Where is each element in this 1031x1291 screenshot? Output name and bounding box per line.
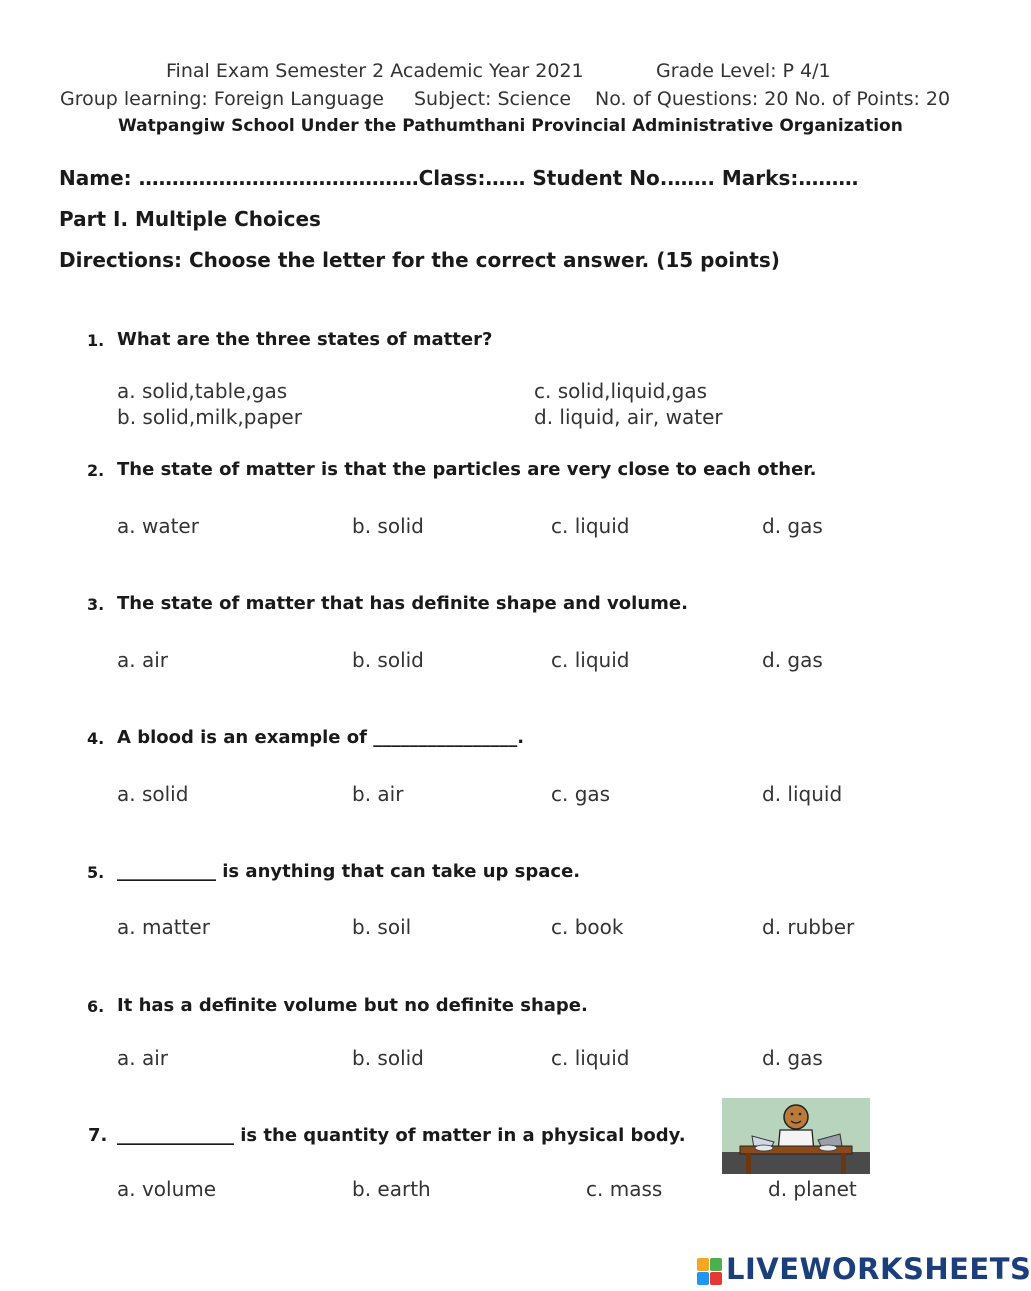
question-number: 3. <box>87 595 105 614</box>
option-c[interactable]: c. liquid <box>551 1046 630 1070</box>
option-b[interactable]: b. earth <box>352 1177 431 1201</box>
option-a[interactable]: a. air <box>117 648 169 672</box>
question-text: _____________ is the quantity of matter in a physical body. <box>117 1125 686 1146</box>
option-d[interactable]: d. liquid, air, water <box>534 405 723 429</box>
option-a[interactable]: a. solid,table,gas <box>117 379 288 403</box>
question-text: A blood is an example of ________________. <box>117 727 525 748</box>
question-text: ___________ is anything that can take up space. <box>117 861 581 882</box>
option-a[interactable]: a. solid <box>117 782 189 806</box>
question-number: 5. <box>87 863 105 882</box>
question-text: It has a definite volume but no definite shape. <box>117 995 588 1016</box>
student-info-line: Name: ……………………………………Class:…… Student No.……. Marks:……… <box>59 166 859 190</box>
option-b[interactable]: b. soil <box>352 915 412 939</box>
grade-level: Grade Level: P 4/1 <box>656 60 831 82</box>
question-number: 4. <box>87 729 105 748</box>
option-b[interactable]: b. solid <box>352 514 424 538</box>
option-a[interactable]: a. matter <box>117 915 210 939</box>
option-a[interactable]: a. water <box>117 514 199 538</box>
option-b[interactable]: b. air <box>352 782 404 806</box>
question-points-info: No. of Questions: 20 No. of Points: 20 <box>595 88 951 110</box>
school-name: Watpangiw School Under the Pathumthani Provincial Administrative Organization <box>118 116 903 136</box>
option-d[interactable]: d. rubber <box>762 915 855 939</box>
option-b[interactable]: b. solid <box>352 648 424 672</box>
option-a[interactable]: a. volume <box>117 1177 217 1201</box>
option-c[interactable]: c. solid,liquid,gas <box>534 379 707 403</box>
option-c[interactable]: c. gas <box>551 782 611 806</box>
option-b[interactable]: b. solid,milk,paper <box>117 405 302 429</box>
option-d[interactable]: d. gas <box>762 1046 823 1070</box>
question-number: 1. <box>87 331 105 350</box>
question-number: 7. <box>88 1125 108 1146</box>
group-learning: Group learning: Foreign Language <box>60 88 384 110</box>
option-d[interactable]: d. planet <box>768 1177 857 1201</box>
subject: Subject: Science <box>414 88 572 110</box>
directions: Directions: Choose the letter for the correct answer. (15 points) <box>59 248 780 272</box>
option-d[interactable]: d. gas <box>762 648 823 672</box>
question-text: The state of matter that has definite shape and volume. <box>117 593 688 614</box>
question-number: 6. <box>87 997 105 1016</box>
question-number: 2. <box>87 461 105 480</box>
liveworksheets-logo-icon <box>697 1258 723 1286</box>
part-title: Part I. Multiple Choices <box>59 207 321 231</box>
option-c[interactable]: c. mass <box>586 1177 663 1201</box>
option-d[interactable]: d. gas <box>762 514 823 538</box>
scale-illustration <box>722 1098 870 1174</box>
option-c[interactable]: c. book <box>551 915 624 939</box>
question-text: The state of matter is that the particles are very close to each other. <box>117 459 817 480</box>
option-a[interactable]: a. air <box>117 1046 169 1070</box>
option-c[interactable]: c. liquid <box>551 514 630 538</box>
option-b[interactable]: b. solid <box>352 1046 424 1070</box>
option-c[interactable]: c. liquid <box>551 648 630 672</box>
liveworksheets-logo-text: LIVEWORKSHEETS <box>726 1252 1031 1286</box>
question-text: What are the three states of matter? <box>117 329 493 350</box>
exam-title: Final Exam Semester 2 Academic Year 2021 <box>166 60 584 82</box>
option-d[interactable]: d. liquid <box>762 782 843 806</box>
